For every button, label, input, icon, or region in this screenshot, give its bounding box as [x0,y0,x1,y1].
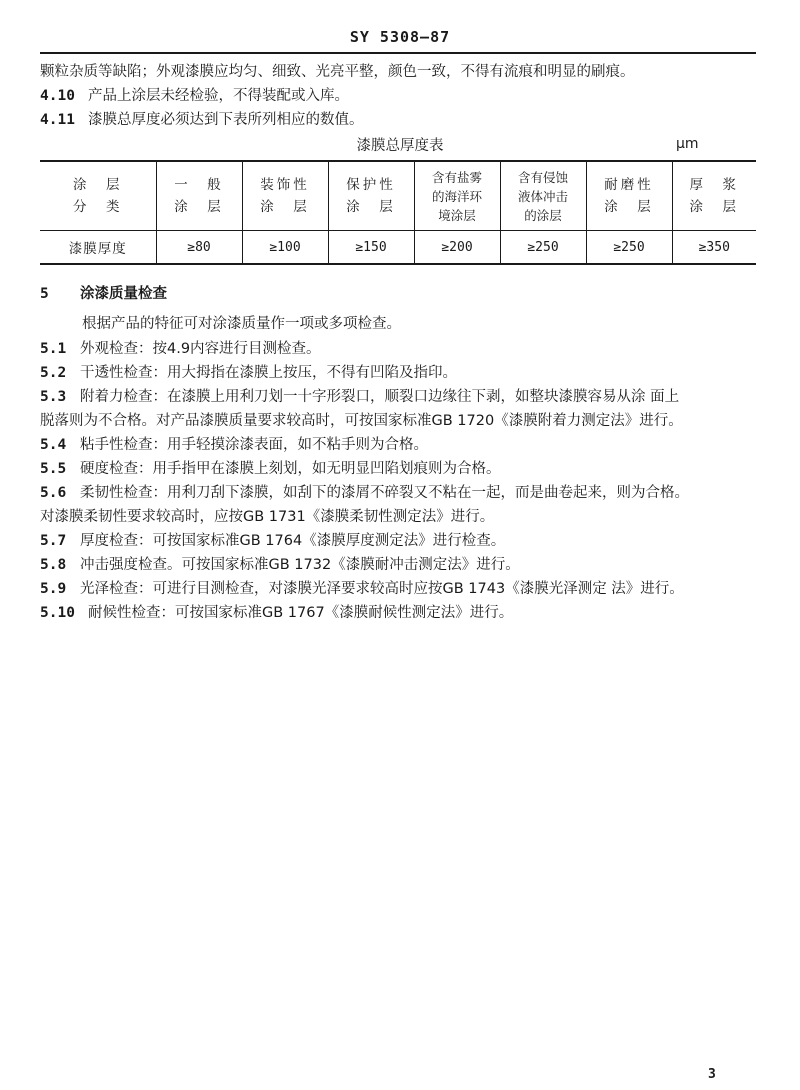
table-unit: μm [676,136,699,152]
clause-text: 产品上涂层未经检验，不得装配或入库。 [88,88,349,104]
header-cell-protective: 保护性 涂 层 [328,161,414,231]
value-cell: ≥250 [586,231,672,265]
coating-thickness-table [40,160,756,265]
clause-4-11 [40,110,364,130]
clause-number: 4.10 [40,88,75,104]
header-cell-general: 一 般 涂 层 [156,161,242,231]
value-cell: ≥200 [414,231,500,265]
table-header-row [40,161,756,231]
clause-5-4: 5.4 粘手性检查：用手轻摸涂漆表面，如不粘手则为合格。 [40,437,428,453]
clause-5-3: 5.3 附着力检查：在漆膜上用利刀划一十字形裂口，顺裂口边缘往下剥，如整块漆膜容易从涂 面上 [40,389,680,405]
section-title: 涂漆质量检查 [80,286,167,302]
clause-5-6: 5.6 柔韧性检查：用利刀刮下漆膜，如刮下的漆屑不碎裂又不粘在一起，而是曲卷起来，则为合格。 [40,485,689,501]
section-5-intro: 根据产品的特征可对涂漆质量作一项或多项检查。 [82,316,401,332]
clause-5-8: 5.8 冲击强度检查。可按国家标准GB 1732《漆膜耐冲击测定法》进行。 [40,557,520,573]
header-cell-category: 涂 层 分 类 [73,177,123,215]
clause-number: 4.11 [40,112,75,128]
value-cell: ≥250 [500,231,586,265]
clause-5-10: 5.10 耐候性检查：可按国家标准GB 1767《漆膜耐候性测定法》进行。 [40,605,514,621]
clause-5-5: 5.5 硬度检查：用手指甲在漆膜上刻划，如无明显凹陷划痕则为合格。 [40,461,501,477]
header-rule [40,52,756,54]
value-cell: ≥350 [672,231,756,265]
page-number: 3 [708,1067,716,1082]
table-row [40,231,756,265]
clause-5-2: 5.2 干透性检查：用大拇指在漆膜上按压，不得有凹陷及指印。 [40,365,457,381]
section-5-heading [40,284,167,304]
clause-4-10 [40,86,349,106]
header-cell-thick-paste: 厚 浆 涂 层 [672,161,756,231]
header-cell-wear-resistant: 耐磨性 涂 层 [586,161,672,231]
table-caption: 漆膜总厚度表 [356,138,444,154]
clause-5-1: 5.1 外观检查：按4.9内容进行目测检查。 [40,341,321,357]
clause-text: 漆膜总厚度必须达到下表所列相应的数值。 [88,112,364,128]
section-number: 5 [40,286,49,302]
row-label-cell: 漆膜厚度 [40,231,156,265]
clause-5-6-continuation: 对漆膜柔韧性要求较高时，应按GB 1731《漆膜柔韧性测定法》进行。 [40,509,495,525]
header-cell-decorative: 装饰性 涂 层 [242,161,328,231]
clause-5-9: 5.9 光泽检查：可进行目测检查，对漆膜光泽要求较高时应按GB 1743《漆膜光泽测定 法》进行。 [40,581,684,597]
clause-5-7: 5.7 厚度检查：可按国家标准GB 1764《漆膜厚度测定法》进行检查。 [40,533,506,549]
header-cell-corrosive-liquid: 含有侵蚀 液体冲击 的涂层 [500,161,586,231]
clause-5-3-continuation: 脱落则为不合格。对产品漆膜质量要求较高时，可按国家标准GB 1720《漆膜附着力测定法》进行。 [40,413,683,429]
standard-code-header: SY 5308—87 [349,28,451,46]
paragraph-4-9-continuation: 颗粒杂质等缺陷；外观漆膜应均匀、细致、光亮平整，颜色一致，不得有流痕和明显的刷痕。 [40,64,635,80]
header-cell-marine: 含有盐雾 的海洋环 境涂层 [414,161,500,231]
value-cell: ≥150 [328,231,414,265]
value-cell: ≥80 [156,231,242,265]
value-cell: ≥100 [242,231,328,265]
